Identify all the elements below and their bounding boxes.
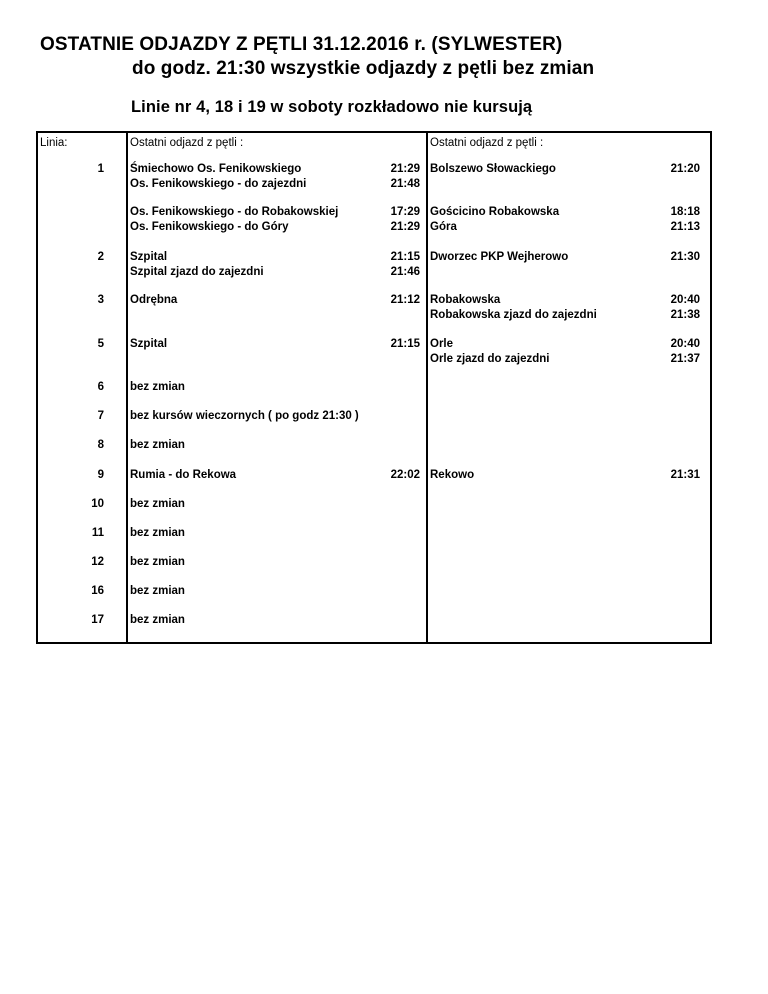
left-stop: bez zmian [130,527,185,539]
column-divider [426,133,428,642]
header-left: Ostatni odjazd z pętli : [130,137,244,149]
right-stop: Góra [430,221,457,233]
left-stop: Os. Fenikowskiego - do Góry [130,221,289,233]
left-time: 21:15 [390,338,420,350]
line-number: 12 [91,556,104,568]
right-stop: Rekowo [430,469,475,481]
line-number: 3 [97,294,104,306]
line-number: 2 [97,251,104,263]
left-time: 17:29 [390,206,420,218]
left-time: 22:02 [390,469,420,481]
left-stop: Szpital zjazd do zajezdni [130,266,264,278]
left-time: 21:46 [390,266,420,278]
right-stop: Bolszewo Słowackiego [430,163,556,175]
left-stop: bez zmian [130,498,185,510]
title-line-2: do godz. 21:30 wszystkie odjazdy z pętli bez zmian [132,58,595,79]
right-stop: Robakowska [430,294,501,306]
left-stop: bez zmian [130,614,185,626]
right-time: 21:38 [670,309,700,321]
left-stop: bez zmian [130,556,185,568]
right-stop: Gościcino Robakowska [430,206,560,218]
right-time: 20:40 [670,294,700,306]
right-time: 20:40 [670,338,700,350]
title-line-1: OSTATNIE ODJAZDY Z PĘTLI 31.12.2016 r. (SYLWESTER) [40,34,563,55]
left-stop: Szpital [130,338,168,350]
line-number: 9 [97,469,104,481]
right-time: 18:18 [670,206,700,218]
line-number: 11 [91,527,104,539]
schedule-table [36,131,712,644]
line-number: 10 [91,498,104,510]
header-line: Linia: [40,137,68,149]
right-stop: Orle [430,338,454,350]
right-stop: Dworzec PKP Wejherowo [430,251,569,263]
right-stop: Robakowska zjazd do zajezdni [430,309,597,321]
left-stop: Os. Fenikowskiego - do Robakowskiej [130,206,339,218]
left-stop: bez zmian [130,381,185,393]
left-time: 21:12 [390,294,420,306]
line-number: 7 [97,410,104,422]
left-stop: bez zmian [130,439,185,451]
line-number: 1 [97,163,104,175]
right-stop: Orle zjazd do zajezdni [430,353,550,365]
line-number: 6 [97,381,104,393]
line-number: 17 [91,614,104,626]
right-time: 21:31 [670,469,700,481]
left-time: 21:15 [390,251,420,263]
right-time: 21:30 [670,251,700,263]
right-time: 21:20 [670,163,700,175]
left-stop: Szpital [130,251,168,263]
right-time: 21:37 [670,353,700,365]
left-stop: Rumia - do Rekowa [130,469,237,481]
left-stop: Os. Fenikowskiego - do zajezdni [130,178,307,190]
right-time: 21:13 [670,221,700,233]
line-number: 5 [97,338,104,350]
left-time: 21:48 [390,178,420,190]
left-stop: Śmiechowo Os. Fenikowskiego [130,163,302,175]
line-number: 8 [97,439,104,451]
left-stop: bez zmian [130,585,185,597]
column-divider [126,133,128,642]
left-time: 21:29 [390,221,420,233]
header-right: Ostatni odjazd z pętli : [430,137,544,149]
left-stop: bez kursów wieczornych ( po godz 21:30 ) [130,410,359,422]
left-time: 21:29 [390,163,420,175]
left-stop: Odrębna [130,294,178,306]
subtitle: Linie nr 4, 18 i 19 w soboty rozkładowo nie kursują [131,98,533,116]
line-number: 16 [91,585,104,597]
